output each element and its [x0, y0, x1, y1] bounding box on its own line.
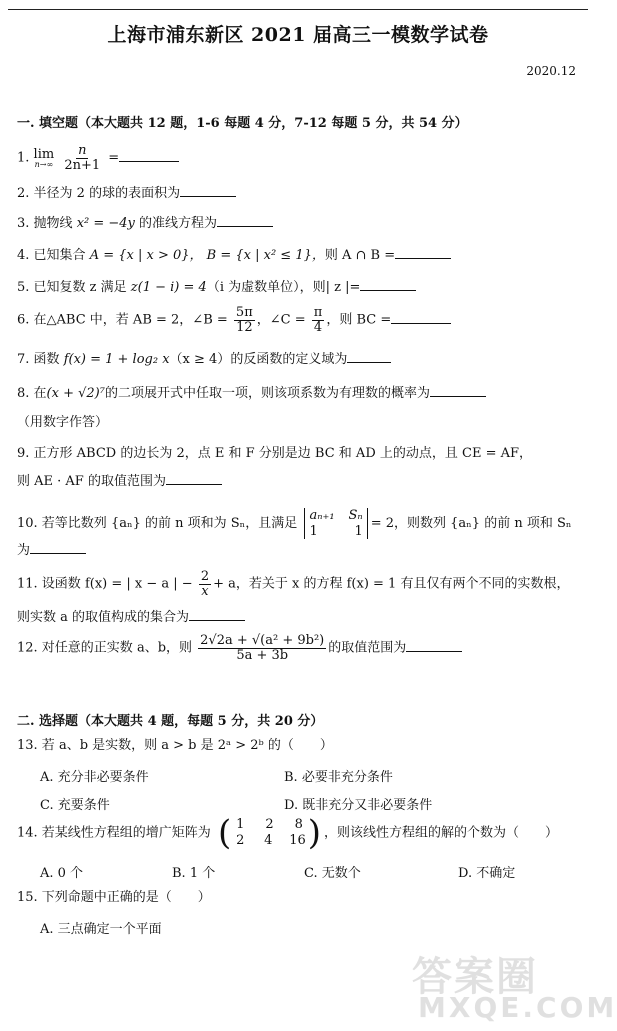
- augmented-matrix: ( 1 2 8 2 4 16 ): [217, 813, 322, 853]
- answer-blank[interactable]: [30, 543, 86, 554]
- q14-option-b[interactable]: B. 1 个: [172, 866, 216, 881]
- question-13: 13. 若 a、b 是实数，则 a > b 是 2ᵃ > 2ᵇ 的（ ）: [17, 738, 333, 753]
- question-1: 1. lim n→∞ $\frac{n}{2n+1}$ =: [17, 144, 179, 172]
- q14-option-c[interactable]: C. 无数个: [304, 866, 361, 881]
- question-9-line1: 9. 正方形 ABCD 的边长为 2，点 E 和 F 分别是边 BC 和 AD 上的动点，且 CE = AF，: [17, 446, 533, 461]
- question-6: 6. 在△ABC 中，若 AB = 2，∠B = $\frac{5\pi}{12}$ ，∠C = $\frac{\pi}{4}$ ，则 BC =: [17, 306, 451, 334]
- question-5: 5. 已知复数 z 满足 z(1 − i) = 4（i 为虚数单位），则| z |=: [17, 280, 416, 296]
- question-2: 2. 半径为 2 的球的表面积为: [17, 186, 236, 202]
- question-9-line2: 则 AE · AF 的取值范围为: [17, 474, 222, 490]
- exam-date: 2020.12: [526, 64, 576, 78]
- answer-blank[interactable]: [430, 386, 486, 397]
- question-11: 11. 设函数 f(x) = | x − a | − $\frac{2}{x}$ + a，若关于 x 的方程 f(x) = 1 有且仅有两个不同的实数根，: [17, 569, 570, 599]
- question-3: 3. 抛物线 x² = −4y 的准线方程为: [17, 216, 273, 232]
- answer-blank[interactable]: [406, 641, 462, 652]
- question-10-line2: 为: [17, 543, 86, 559]
- answer-blank[interactable]: [360, 280, 416, 291]
- watermark-logo: 答案圈 MXQE.COM: [412, 954, 617, 1024]
- question-10: 10. 若等比数列 {aₙ} 的前 n 项和为 Sₙ，且满足 aₙ₊₁ Sₙ 1 1 = 2，则数列 {aₙ} 的前 n 项和 Sₙ: [17, 508, 572, 539]
- question-15: 15. 下列命题中正确的是（ ）: [17, 890, 211, 905]
- section-2-heading: 二. 选择题（本大题共 4 题，每题 5 分，共 20 分）: [17, 714, 324, 729]
- section-1-heading: 一. 填空题（本大题共 12 题，1-6 每题 4 分，7-12 每题 5 分，共 54 分）: [17, 116, 468, 131]
- answer-blank[interactable]: [391, 313, 451, 324]
- question-14: 14. 若某线性方程组的增广矩阵为 ( 1 2 8 2 4 16 ) ，则该线性方程组的解的个数为（ ）: [17, 813, 559, 853]
- question-12: 12. 对任意的正实数 a、b，则 $\frac{\text{2√2a + √(a² + 9b²)}}{5a + 3b}$ 的取值范围为: [17, 634, 462, 662]
- question-8-note: （用数字作答）: [17, 415, 109, 430]
- answer-blank[interactable]: [180, 186, 236, 197]
- answer-blank[interactable]: [189, 610, 245, 621]
- question-8: 8. 在(x + √2)⁷的二项展开式中任取一项，则该项系数为有理数的概率为: [17, 386, 486, 402]
- q13-option-d[interactable]: D. 既非充分又非必要条件: [284, 798, 433, 813]
- answer-blank[interactable]: [217, 216, 273, 227]
- top-rule: [8, 9, 588, 10]
- q13-option-b[interactable]: B. 必要非充分条件: [284, 770, 393, 785]
- answer-blank[interactable]: [166, 474, 222, 485]
- page-title: 上海市浦东新区 2021 届高三一模数学试卷: [107, 24, 489, 46]
- question-4: 4. 已知集合 A = {x | x > 0}， B = {x | x² ≤ 1}，则 A ∩ B =: [17, 248, 451, 264]
- q13-option-c[interactable]: C. 充要条件: [40, 798, 110, 813]
- q14-option-d[interactable]: D. 不确定: [458, 866, 516, 881]
- question-7: 7. 函数 f(x) = 1 + log₂ x（x ≥ 4）的反函数的定义域为: [17, 352, 391, 368]
- answer-blank[interactable]: [395, 248, 451, 259]
- q13-option-a[interactable]: A. 充分非必要条件: [40, 770, 149, 785]
- q14-option-a[interactable]: A. 0 个: [40, 866, 84, 881]
- answer-blank[interactable]: [119, 151, 179, 162]
- answer-blank[interactable]: [347, 352, 391, 363]
- q15-option-a[interactable]: A. 三点确定一个平面: [40, 922, 162, 937]
- question-11-line2: 则实数 a 的取值构成的集合为: [17, 610, 245, 626]
